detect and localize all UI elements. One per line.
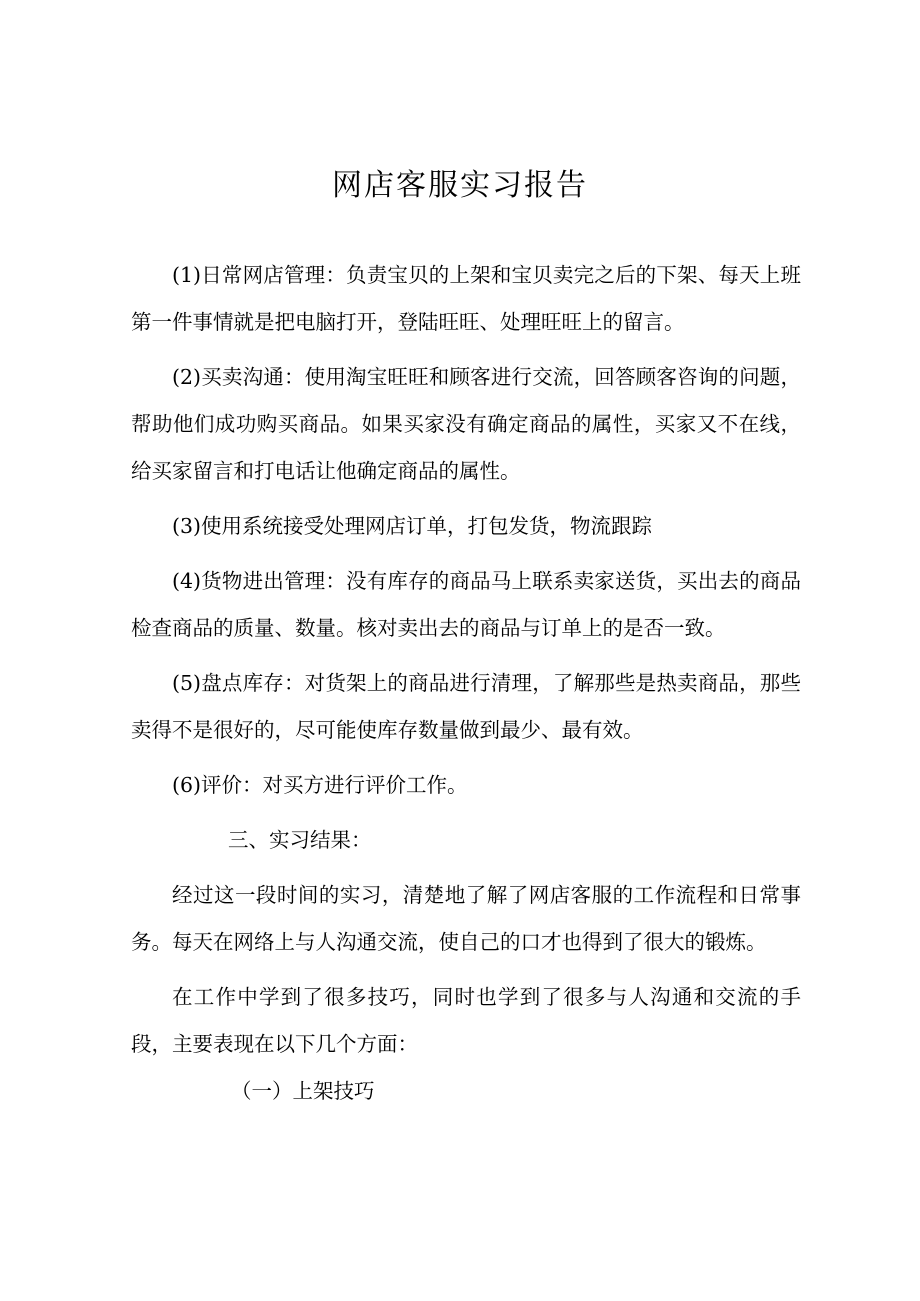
paragraph-order-processing: (3)使用系统接受处理网店订单，打包发货，物流跟踪 <box>172 514 653 538</box>
document-body <box>131 252 801 1115</box>
paragraph-skills-learned: 在工作中学到了很多技巧，同时也学到了很多与人沟通和交流的手段，主要表现在以下几个方面： <box>131 985 801 1056</box>
section-heading-results: 三、实习结果： <box>228 828 372 852</box>
subsection-heading-listing-skills: （一）上架技巧 <box>231 1079 375 1103</box>
paragraph-daily-management: (1)日常网店管理：负责宝贝的上架和宝贝卖完之后的下架、每天上班第一件事情就是把电脑打开，登陆旺旺、处理旺旺上的留言。 <box>131 263 801 334</box>
paragraph-communication: (2)买卖沟通：使用淘宝旺旺和顾客进行交流，回答顾客咨询的问题，帮助他们成功购买商品。如果买家没有确定商品的属性，买家又不在线，给买家留言和打电话让他确定商品的属性。 <box>131 365 801 483</box>
paragraph-inventory: (5)盘点库存：对货架上的商品进行清理，了解那些是热卖商品，那些卖得不是很好的，尽可能使库存数量做到最少、最有效。 <box>131 671 801 742</box>
paragraph-goods-management: (4)货物进出管理：没有库存的商品马上联系卖家送货，买出去的商品检查商品的质量、数量。核对卖出去的商品与订单上的是否一致。 <box>131 569 801 640</box>
document-title: 网店客服实习报告 <box>332 168 588 203</box>
paragraph-evaluation: (6)评价：对买方进行评价工作。 <box>172 773 468 797</box>
paragraph-result-summary: 经过这一段时间的实习，清楚地了解了网店客服的工作流程和日常事务。每天在网络上与人沟通交流，使自己的口才也得到了很大的锻炼。 <box>131 883 801 954</box>
